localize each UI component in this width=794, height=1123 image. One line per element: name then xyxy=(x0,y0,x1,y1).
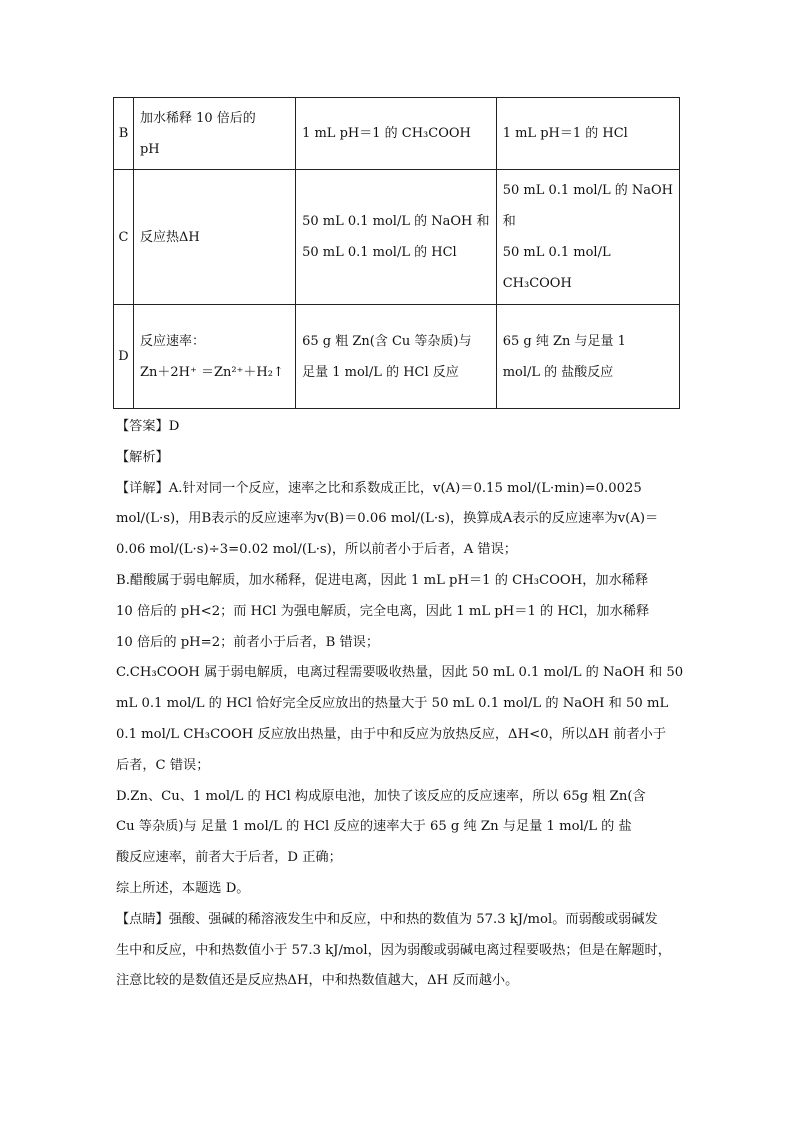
condition-b xyxy=(496,305,679,409)
explanation-line: D.Zn、Cu、1 mol/L 的 HCl 构成原电池，加快了该反应的反应速率，所以 65g 粗 Zn(含 xyxy=(116,788,646,804)
comparison-table xyxy=(113,97,680,409)
cell-line: 加水稀释 10 倍后的 xyxy=(139,110,256,126)
cell-line: 反应热ΔH xyxy=(139,229,200,245)
explanation-line: 酸反应速率，前者大于后者，D 正确； xyxy=(116,850,342,866)
cell-line: mol/L 的 盐酸反应 xyxy=(502,364,614,380)
explanation-line: 综上所述，本题选 D。 xyxy=(116,880,250,896)
explanation-line: 10 倍后的 pH<2；而 HCl 为强电解质，完全电离，因此 1 mL pH＝1 的 HCl，加水稀释 xyxy=(116,603,650,619)
table-row xyxy=(114,305,680,409)
cell-line: B xyxy=(118,126,129,141)
cell-line: 65 g 粗 Zn(含 Cu 等杂质)与 xyxy=(302,333,472,349)
cell-line: D xyxy=(118,349,129,364)
analysis-heading: 【解析】 xyxy=(116,449,169,465)
table-row xyxy=(114,170,680,305)
cell-line: CH₃COOH xyxy=(502,276,572,291)
explanation-line: mL 0.1 mol/L 的 HCl 恰好完全反应放出的热量大于 50 mL 0.1 mol/L 的 NaOH 和 50 mL xyxy=(116,696,669,712)
explanation-line: 生中和反应，中和热数值小于 57.3 kJ/mol，因为弱酸或弱碱电离过程要吸热；但是在解题时， xyxy=(116,942,671,958)
explanation-line: 0.1 mol/L CH₃COOH 反应放出热量，由于中和反应为放热反应，ΔH<0，所以ΔH 前者小于 xyxy=(116,726,667,742)
comparison-item xyxy=(133,170,295,305)
solution-text xyxy=(116,412,682,997)
condition-a xyxy=(296,170,497,305)
explanation-line: C.CH₃COOH 属于弱电解质，电离过程需要吸收热量，因此 50 mL 0.1 mol/L 的 NaOH 和 50 xyxy=(116,665,684,681)
option-label xyxy=(114,98,134,170)
explanation-line: 注意比较的是数值还是反应热ΔH，中和热数值越大，ΔH 反而越小。 xyxy=(116,973,519,989)
condition-a xyxy=(296,98,497,170)
condition-b xyxy=(496,98,679,170)
cell-line: 50 mL 0.1 mol/L xyxy=(502,245,611,260)
explanation-line: 0.06 mol/(L·s)÷3=0.02 mol/(L·s)，所以前者小于后者，A 错误； xyxy=(116,542,517,558)
cell-line: 1 mL pH＝1 的 CH₃COOH xyxy=(302,126,471,141)
cell-line: C xyxy=(118,229,129,245)
condition-b xyxy=(496,170,679,305)
cell-line: 50 mL 0.1 mol/L 的 NaOH 和 xyxy=(302,214,490,229)
answer-line: 【答案】D xyxy=(116,419,180,434)
option-label xyxy=(114,305,134,409)
cell-line: 50 mL 0.1 mol/L 的 HCl xyxy=(302,245,457,260)
option-label xyxy=(114,170,134,305)
explanation-line: 【详解】A.针对同一个反应，速率之比和系数成正比，v(A)＝0.15 mol/(L·min)=0.0025 xyxy=(116,480,642,496)
cell-line: Zn＋2H⁺ ＝Zn²⁺＋H₂↑ xyxy=(139,364,284,380)
explanation-lines xyxy=(116,474,682,998)
explanation-line: 【点睛】强酸、强碱的稀溶液发生中和反应，中和热的数值为 57.3 kJ/mol。而弱酸或弱碱发 xyxy=(116,911,658,927)
explanation-line: Cu 等杂质)与 足量 1 mol/L 的 HCl 反应的速率大于 65 g 纯 Zn 与足量 1 mol/L 的 盐 xyxy=(116,819,632,835)
explanation-line: 10 倍后的 pH=2；前者小于后者，B 错误； xyxy=(116,634,380,650)
comparison-item xyxy=(133,305,295,409)
comparison-item xyxy=(133,98,295,170)
cell-line: 足量 1 mol/L 的 HCl 反应 xyxy=(302,364,459,380)
cell-line: 反应速率： xyxy=(139,333,205,349)
cell-line: 1 mL pH＝1 的 HCl xyxy=(502,126,628,141)
explanation-line: B.醋酸属于弱电解质，加水稀释，促进电离，因此 1 mL pH＝1 的 CH₃COOH，加水稀释 xyxy=(116,572,649,588)
cell-line: 65 g 纯 Zn 与足量 1 xyxy=(502,333,626,349)
explanation-line: 后者，C 错误； xyxy=(116,757,210,773)
cell-line: pH xyxy=(139,141,160,157)
condition-a xyxy=(296,305,497,409)
cell-line: 和 xyxy=(502,214,516,229)
table-row xyxy=(114,98,680,170)
cell-line: 50 mL 0.1 mol/L 的 NaOH xyxy=(502,183,673,198)
explanation-line: mol/(L·s)，用B表示的反应速率为v(B)＝0.06 mol/(L·s)，换算成A表示的反应速率为v(A)＝ xyxy=(116,511,659,527)
